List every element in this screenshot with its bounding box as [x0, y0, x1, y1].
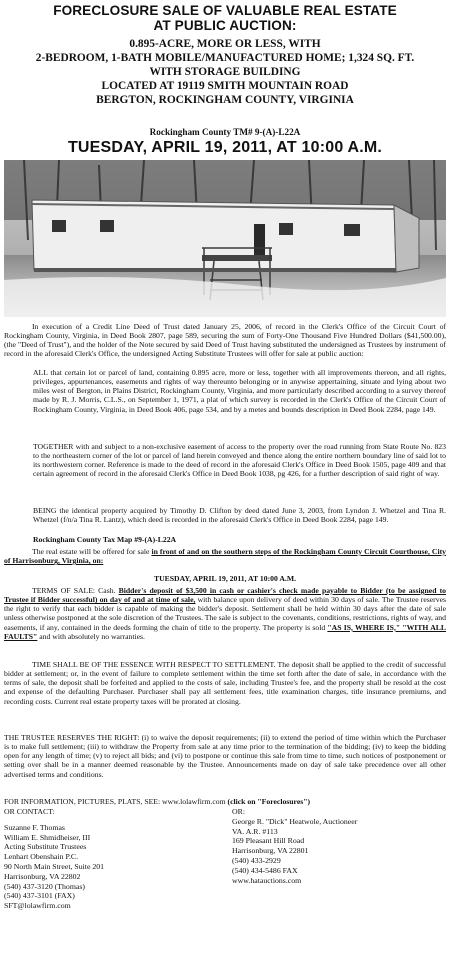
contact-left-line: William E. Shmidheiser, III — [4, 832, 91, 842]
terms-as-is: "AS IS, WHERE IS," "WITH ALL FAULTS" — [4, 622, 446, 641]
headline-line-1: FORECLOSURE SALE OF VALUABLE REAL ESTATE — [53, 3, 397, 18]
subhead-storage: WITH STORAGE BUILDING — [149, 66, 301, 78]
contact-left-line: (540) 437-3101 (FAX) — [4, 891, 75, 901]
paragraph-terms-of-sale — [4, 586, 446, 641]
paragraph-deed-of-trust: In execution of a Credit Line Deed of Trust dated January 25, 2006, of record in the Clerk's Office of the Circuit Court of Rockingham County, Virginia, in Deed Book 2807, page 589, securing the sum of Forty-One Thousand Five Hundred Dollars ($41,500.00), (the "Deed of Trust"), and the holder of the Note secured by said Deed of Trust having substituted the undersigned as Trustees by instrument of record in the aforesaid Clerk's Office, the undersigned Acting Substitute Trustees will offer for sale at public auction: — [4, 322, 446, 359]
sale-location-courthouse: in front of and on the southern steps of the Rockingham County Circuit Courthouse, City of Harrisonburg, Virginia, on: — [4, 547, 446, 566]
contact-right-line: (540) 434-5486 FAX — [232, 865, 298, 875]
contact-left-line: (540) 437-3120 (Thomas) — [4, 881, 85, 891]
tax-map-reference: Rockingham County Tax Map #9-(A)-L22A — [33, 535, 177, 544]
sale-location-lead: The real estate will be offered for sale — [32, 547, 152, 556]
paragraph-legal-description: ALL that certain lot or parcel of land, containing 0.895 acre, more or less, together with all improvements thereon, and all rights, privileges, appurtenances, easements and rights of way thereunto belonging or in anywise appertaining, situate and lying about two miles west of Bergton, in Plains District, Rockingham County, Virginia, and more particularly described according to a survey thereof made by R. J. Morris, C.L.S., on September 1, 1971, a plat of which survey is recorded in the Clerk's Office of the Circuit Court of Rockingham County, Virginia, in Deed Book 406, page 534, and by a metes and bounds description in Deed Book 2284, page 149. — [33, 368, 446, 414]
contact-right-line: OR: — [232, 807, 245, 816]
contact-left-email: SFT@lolawfirm.com — [4, 901, 71, 911]
information-line — [4, 797, 446, 806]
paragraph-sale-location — [4, 547, 446, 565]
subhead-address: LOCATED AT 19119 SMITH MOUNTAIN ROAD — [101, 80, 349, 92]
property-photo — [4, 160, 446, 317]
contact-right-line: 169 Pleasant Hill Road — [232, 836, 305, 846]
contact-left-line: Acting Substitute Trustees — [4, 842, 87, 852]
auctioneer-contact-block — [232, 807, 446, 885]
terms-deposit: Bidder's deposit of $3,500 in cash or cashier's check made payable to Bidder (to be assigned to Trustee if Bidder successful) on day of and at time of sale, — [4, 586, 446, 605]
information-website: FOR INFORMATION, PICTURES, PLATS, SEE: www.lolawfirm.com — [4, 797, 228, 806]
subhead-acreage: 0.895-ACRE, MORE OR LESS, WITH — [129, 38, 321, 50]
contact-left-line: 90 North Main Street, Suite 201 — [4, 861, 105, 871]
subhead-home: 2-BEDROOM, 1-BATH MOBILE/MANUFACTURED HOME; 1,324 SQ. FT. — [35, 52, 415, 64]
subhead-location: BERGTON, ROCKINGHAM COUNTY, VIRGINIA — [96, 94, 354, 106]
headline-line-2: AT PUBLIC AUCTION: — [153, 18, 297, 33]
paragraph-time-of-essence: TIME SHALL BE OF THE ESSENCE WITH RESPECT TO SETTLEMENT. The deposit shall be applied to the credit of successful bidder at settlement; or, in the event of failure to complete settlement within the time set forth after the date of sale, in accordance with the terms of sale, the deposit shall be forfeited and applied to the costs of sale, including Trustee's fee, and the property shall be resold at the cost and expense of the defaulting Purchaser. Purchaser shall pay all settlement fees, title examination charges, title insurance premiums, and recording costs. Current real estate property taxes will be prorated at closing. — [4, 660, 446, 706]
mobile-home-photo-illustration — [4, 160, 446, 317]
contact-left-line: Harrisonburg, VA 22802 — [4, 871, 81, 881]
trustee-contact-block — [4, 807, 224, 911]
contact-left-line: OR CONTACT: — [4, 807, 55, 816]
paragraph-easement: TOGETHER with and subject to a non-exclusive easement of access to the property over the road running from State Route No. 823 to the northeastern corner of the lot or parcel of land herein conveyed and thence along the entire northern boundary line of said lot to its northwestern corner. Reference is made to the deed of record in the aforesaid Clerk's Office in Deed Book 1505, page 409 and that certain agreement of record in the aforesaid Clerk's Office in Deed Book 1038, pg 426, for a further description of said right of way. — [33, 442, 446, 479]
terms-lead: TERMS OF SALE: Cash. — [32, 586, 119, 595]
contact-left-line: Lenhart Obenshain P.C. — [4, 852, 79, 862]
paragraph-chain-of-title: BEING the identical property acquired by Timothy D. Clifton by deed dated June 3, 2003, from Lyndon J. Whetzel and Tina R. Whetzel (f/n/a Tina R. Lantz), which deed is recorded in the aforesaid Clerk's Office in Deed Book 2284, page 149. — [33, 506, 446, 525]
contact-right-line: VA. A.R. #113 — [232, 826, 278, 836]
paragraph-trustee-rights: THE TRUSTEE RESERVES THE RIGHT: (i) to waive the deposit requirements; (ii) to extend the period of time within which the Purchaser is to make full settlement; (iii) to withdraw the Property from sale at any time prior to the termination of the bidding; (iv) to keep the bidding open for any length of time; (v) to reject all bids; and (vi) to postpone or continue this sale from time to time, such notices of postponement or setting over shall be in a manner deemed reasonable by the Trustee. Announcements made on day of sale take precedence over all other advertised terms and conditions. — [4, 733, 446, 779]
contact-right-website: www.hatauctions.com — [232, 875, 302, 885]
terms-body: with balance upon delivery of deed within 30 days of sale. The Trustee reserves the right to verify that each bidder is capable of making the bidder's deposit. Settlement shall be held within 30 days after the date of sale unless otherwise postponed at the sole discretion of the Trustees. The sale is subject to the covenants, conditions, restrictions, rights of way, and easements, if any, contained in the deeds forming the chain of title to the property. The property is sold — [4, 595, 446, 632]
information-click-hint: (click on "Foreclosures") — [227, 797, 311, 806]
contact-left-line: Suzanne F. Thomas — [4, 822, 65, 832]
contact-right-line: Harrisonburg, VA 22801 — [232, 846, 309, 856]
terms-warranty: and with absolutely no warranties. — [37, 631, 145, 641]
tax-map-heading: Rockingham County TM# 9-(A)-L22A — [149, 127, 301, 137]
auction-date-heading: TUESDAY, APRIL 19, 2011, AT 10:00 A.M. — [67, 139, 383, 156]
sale-date-repeat: TUESDAY, APRIL 19, 2011, AT 10:00 A.M. — [153, 574, 297, 583]
contact-right-line: (540) 433-2929 — [232, 855, 281, 865]
contact-right-line: George R. "Dick" Heatwole, Auctioneer — [232, 816, 358, 826]
